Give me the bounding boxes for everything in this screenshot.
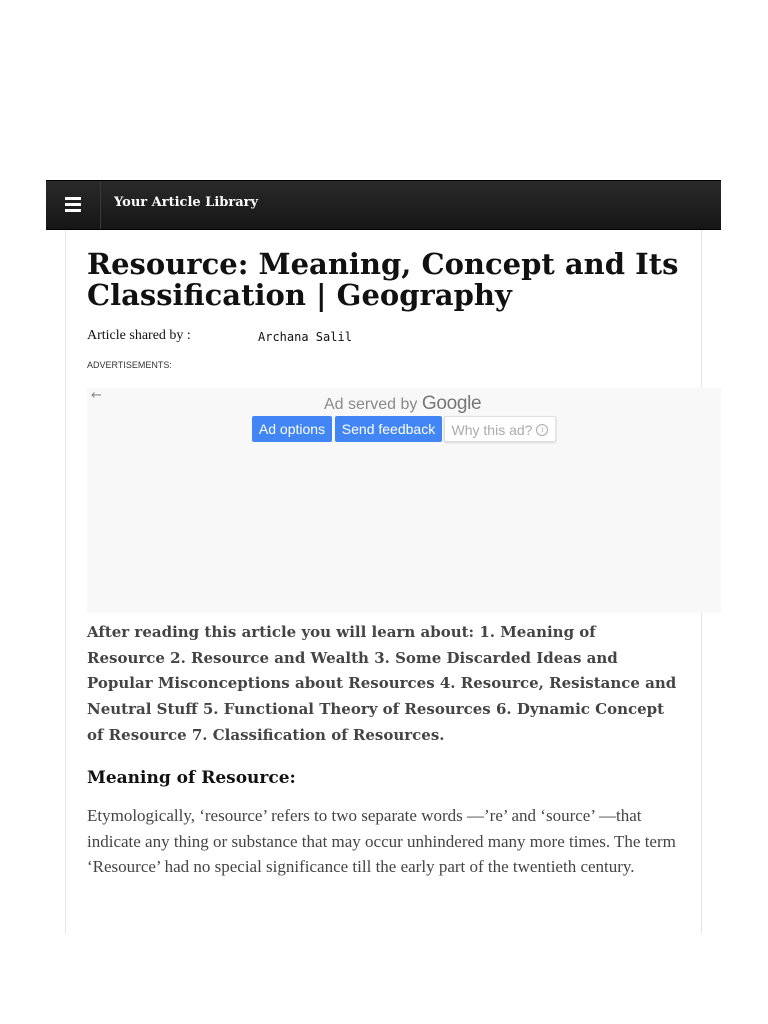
menu-button[interactable] (46, 181, 101, 229)
info-icon: i (536, 424, 548, 436)
ad-served-by (324, 393, 481, 415)
hamburger-icon-line (65, 203, 81, 206)
back-arrow-icon[interactable]: ← (91, 388, 102, 403)
site-title-link[interactable]: Your Article Library (114, 195, 259, 210)
ad-served-by-text: Ad served by (324, 396, 418, 413)
shared-by-label: Article shared by : (87, 328, 191, 343)
section-paragraph: Etymologically, ‘resource’ refers to two separate words —’re’ and ‘source’ —that indicate any thing or substance that may occur unhindered many more times. The term ‘Resource’ had no special significance till the early part of the twentieth century. (87, 806, 676, 876)
hamburger-icon-line (65, 209, 81, 212)
section-heading: Meaning of Resource: (87, 768, 296, 788)
advertisements-label: ADVERTISEMENTS: (87, 360, 172, 370)
top-navbar (46, 180, 721, 230)
ad-container (87, 388, 721, 613)
ad-options-button[interactable]: Ad options (252, 416, 332, 442)
why-this-ad-label: Why this ad? (451, 422, 533, 438)
google-logo: Google (421, 393, 482, 414)
send-feedback-button[interactable]: Send feedback (335, 416, 442, 442)
why-this-ad-button[interactable] (444, 416, 556, 442)
article-intro: After reading this article you will learn about: 1. Meaning of Resource 2. Resource and Wealth 3. Some Discarded Ideas and Popular Misconceptions about Resources 4. Resource, Resistance and Neutral Stuff 5. Functional Theory of Resources 6. Dynamic Concept of Resource 7. Classification of Resources. (87, 623, 677, 744)
page-title: Resource: Meaning, Concept and Its Classification | Geography (87, 247, 679, 312)
author-name: Archana Salil (258, 330, 352, 344)
hamburger-icon (65, 197, 81, 200)
